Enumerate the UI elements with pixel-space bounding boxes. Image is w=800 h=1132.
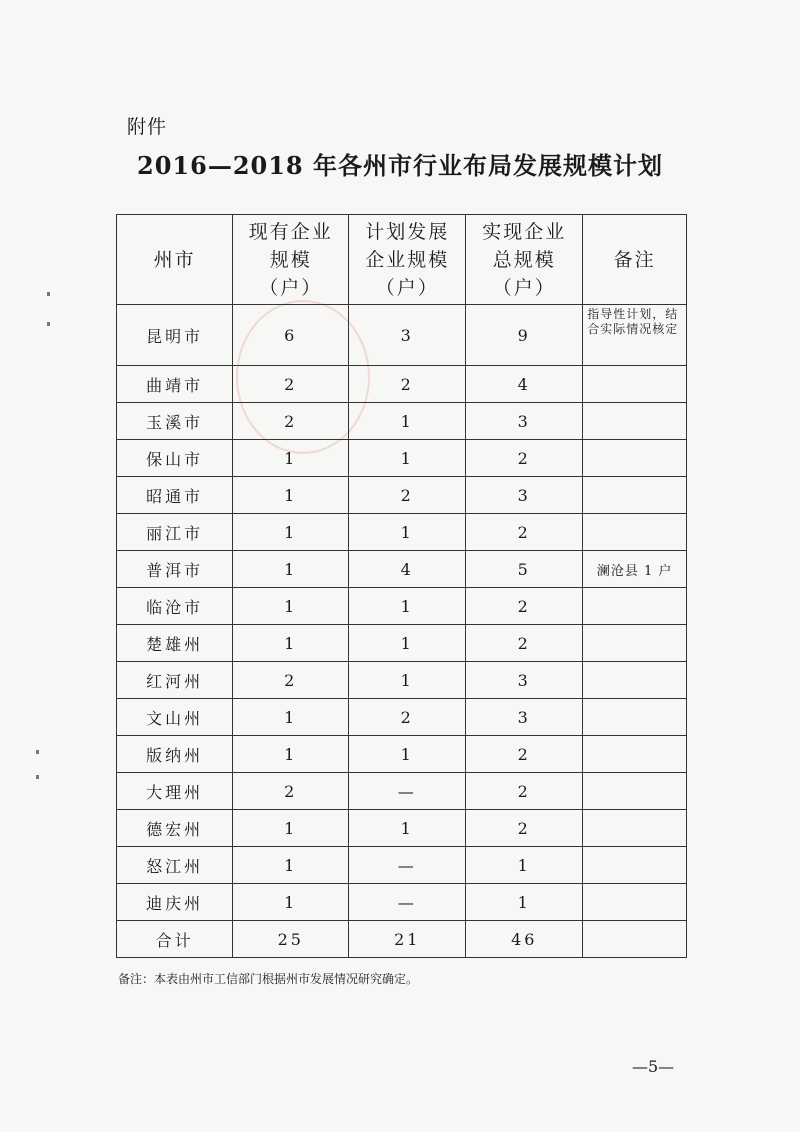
- cell-existing: 1: [233, 477, 349, 514]
- table-row: [117, 773, 687, 810]
- cell-remarks: [583, 662, 687, 699]
- cell-existing: 1: [233, 736, 349, 773]
- cell-total: 5: [466, 551, 583, 588]
- total-existing: 25: [233, 921, 349, 958]
- table-row: [117, 366, 687, 403]
- total-remarks: [583, 921, 687, 958]
- total-row: [117, 921, 687, 958]
- cell-remarks: [583, 440, 687, 477]
- header-planned-line-3: （户）: [375, 276, 439, 299]
- cell-remarks: [583, 588, 687, 625]
- cell-total: 2: [466, 810, 583, 847]
- table-row: [117, 810, 687, 847]
- cell-existing: 2: [233, 403, 349, 440]
- cell-planned: 2: [349, 366, 466, 403]
- cell-planned: 3: [349, 305, 466, 366]
- scan-speck: [47, 292, 50, 296]
- table-row: [117, 884, 687, 921]
- cell-planned: 1: [349, 810, 466, 847]
- cell-existing: 2: [233, 773, 349, 810]
- cell-remarks: 澜沧县 1 户: [583, 551, 687, 588]
- cell-remarks: 指导性计划，结合实际情况核定: [583, 305, 687, 366]
- cell-city: 昭通市: [117, 477, 233, 514]
- table-row: [117, 662, 687, 699]
- cell-total: 1: [466, 884, 583, 921]
- cell-planned: 1: [349, 403, 466, 440]
- table-row: [117, 736, 687, 773]
- cell-city: 迪庆州: [117, 884, 233, 921]
- cell-planned: 1: [349, 736, 466, 773]
- cell-existing: 1: [233, 625, 349, 662]
- cell-existing: 1: [233, 514, 349, 551]
- cell-city: 临沧市: [117, 588, 233, 625]
- cell-total: 4: [466, 366, 583, 403]
- cell-planned: 1: [349, 625, 466, 662]
- cell-existing: 6: [233, 305, 349, 366]
- cell-existing: 1: [233, 810, 349, 847]
- cell-total: 1: [466, 847, 583, 884]
- cell-remarks: [583, 403, 687, 440]
- cell-city: 保山市: [117, 440, 233, 477]
- cell-existing: 2: [233, 662, 349, 699]
- attachment-label: 附件: [127, 116, 168, 138]
- cell-remarks: [583, 477, 687, 514]
- cell-city: 玉溪市: [117, 403, 233, 440]
- scan-speck: [36, 750, 39, 754]
- cell-city: 德宏州: [117, 810, 233, 847]
- header-planned-line-2: 企业规模: [365, 248, 450, 271]
- cell-planned: 4: [349, 551, 466, 588]
- cell-existing: 1: [233, 699, 349, 736]
- total-total: 46: [466, 921, 583, 958]
- cell-remarks: [583, 514, 687, 551]
- cell-city: 版纳州: [117, 736, 233, 773]
- total-planned: 21: [349, 921, 466, 958]
- cell-existing: 1: [233, 884, 349, 921]
- cell-city: 文山州: [117, 699, 233, 736]
- cell-total: 2: [466, 736, 583, 773]
- table-row: [117, 699, 687, 736]
- header-total: [466, 215, 583, 305]
- header-existing: [233, 215, 349, 305]
- cell-planned: 2: [349, 699, 466, 736]
- cell-remarks: [583, 773, 687, 810]
- table-row: [117, 588, 687, 625]
- cell-city: 怒江州: [117, 847, 233, 884]
- table-row: [117, 625, 687, 662]
- cell-remarks: [583, 884, 687, 921]
- cell-planned: —: [349, 884, 466, 921]
- table-row: [117, 514, 687, 551]
- table-row: [117, 440, 687, 477]
- cell-existing: 1: [233, 847, 349, 884]
- table-row: [117, 477, 687, 514]
- cell-existing: 1: [233, 440, 349, 477]
- cell-total: 3: [466, 662, 583, 699]
- cell-planned: 2: [349, 477, 466, 514]
- header-existing-line-2: 规模: [269, 248, 312, 271]
- cell-total: 9: [466, 305, 583, 366]
- table-row: [117, 305, 687, 366]
- cell-planned: 1: [349, 440, 466, 477]
- cell-planned: 1: [349, 662, 466, 699]
- cell-planned: —: [349, 847, 466, 884]
- cell-total: 2: [466, 514, 583, 551]
- cell-city: 昆明市: [117, 305, 233, 366]
- cell-city: 楚雄州: [117, 625, 233, 662]
- page-number: —5—: [632, 1057, 675, 1076]
- header-city: 州市: [117, 215, 233, 305]
- cell-existing: 1: [233, 588, 349, 625]
- scan-speck: [36, 775, 39, 779]
- cell-total: 2: [466, 440, 583, 477]
- cell-remarks: [583, 625, 687, 662]
- cell-total: 2: [466, 773, 583, 810]
- header-total-line-1: 实现企业: [482, 220, 567, 243]
- header-total-line-3: （户）: [492, 276, 556, 299]
- cell-city: 红河州: [117, 662, 233, 699]
- cell-total: 3: [466, 403, 583, 440]
- header-existing-line-1: 现有企业: [248, 220, 333, 243]
- cell-remarks: [583, 736, 687, 773]
- cell-city: 普洱市: [117, 551, 233, 588]
- footnote: 备注：本表由州市工信部门根据州市发展情况研究确定。: [118, 972, 419, 986]
- cell-total: 3: [466, 477, 583, 514]
- document-title: 2016—2018 年各州市行业布局发展规模计划: [137, 151, 663, 180]
- cell-remarks: [583, 847, 687, 884]
- total-label: 合计: [117, 921, 233, 958]
- table-row: [117, 847, 687, 884]
- header-planned-line-1: 计划发展: [365, 220, 450, 243]
- cell-remarks: [583, 366, 687, 403]
- cell-city: 大理州: [117, 773, 233, 810]
- cell-total: 2: [466, 625, 583, 662]
- header-remarks: 备注: [583, 215, 687, 305]
- header-total-line-2: 总规模: [492, 248, 556, 271]
- table-row: [117, 551, 687, 588]
- cell-existing: 2: [233, 366, 349, 403]
- cell-remarks: [583, 810, 687, 847]
- header-row: [117, 215, 687, 305]
- cell-planned: 1: [349, 588, 466, 625]
- cell-total: 3: [466, 699, 583, 736]
- scan-speck: [47, 322, 50, 326]
- plan-table: [116, 214, 687, 958]
- table-row: [117, 403, 687, 440]
- cell-remarks: [583, 699, 687, 736]
- cell-city: 丽江市: [117, 514, 233, 551]
- header-existing-line-3: （户）: [259, 276, 323, 299]
- cell-planned: —: [349, 773, 466, 810]
- cell-city: 曲靖市: [117, 366, 233, 403]
- cell-planned: 1: [349, 514, 466, 551]
- header-planned: [349, 215, 466, 305]
- cell-existing: 1: [233, 551, 349, 588]
- cell-total: 2: [466, 588, 583, 625]
